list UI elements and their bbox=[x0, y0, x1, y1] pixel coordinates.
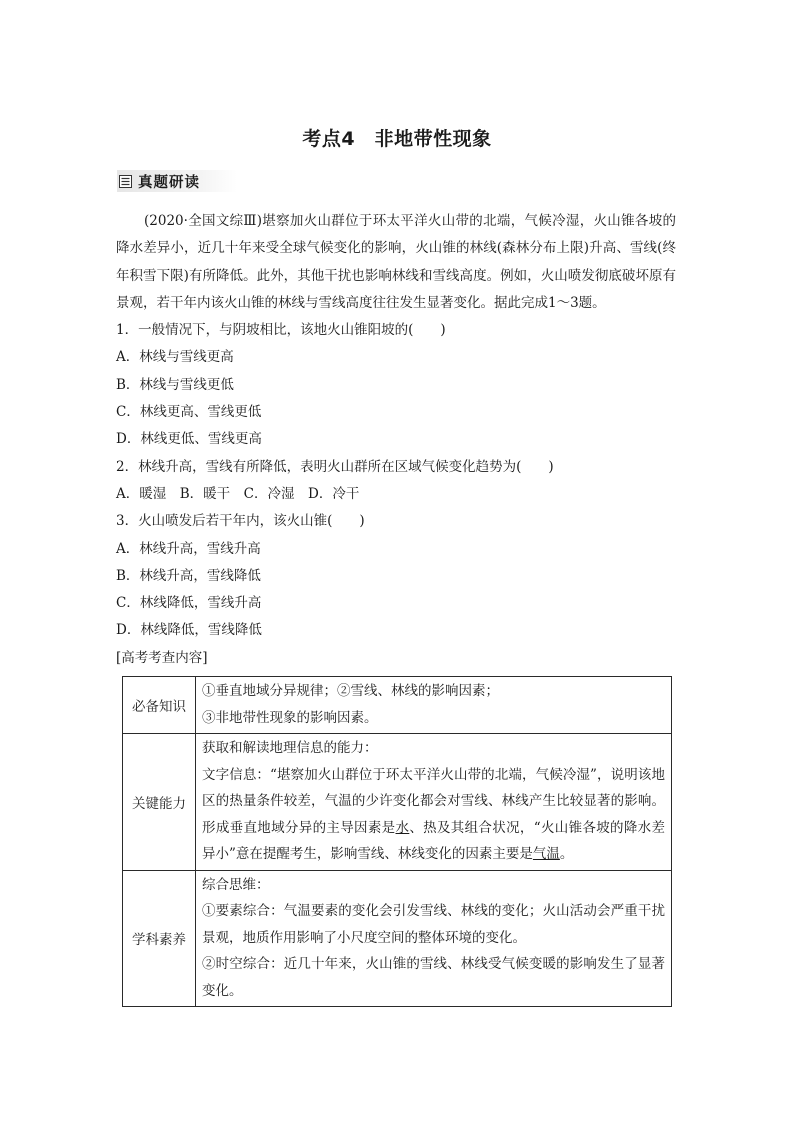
knowledge-line-1: ①垂直地域分异规律；②雪线、林线的影响因素； bbox=[202, 683, 499, 699]
table-row-ability bbox=[123, 734, 672, 871]
question-3-option-b: B．林线升高，雪线降低 bbox=[116, 567, 261, 584]
question-1-option-a: A．林线与雪线更高 bbox=[116, 349, 234, 366]
question-content bbox=[116, 208, 676, 672]
question-2-options: A．暖湿 B．暖干 C．冷湿 D．冷干 bbox=[116, 485, 360, 502]
document-lines-icon bbox=[119, 175, 132, 188]
ability-text-b: 、热及其组合状况，“火山锥各坡的降水差异小”意在提醒考生，影响雪线、林线变化的因素主要是 bbox=[202, 819, 666, 862]
ability-heading: 获取和解读地理信息的能力： bbox=[202, 740, 378, 756]
question-2-stem: 2．林线升高，雪线有所降低，表明火山群所在区域气候变化趋势为( ) bbox=[116, 458, 554, 475]
ability-text-a: 文字信息：“堪察加火山群位于环太平洋火山带的北端，气候冷湿”，说明该地区的热量条件较差，气温的少许变化都会对雪线、林线产生比较显著的影响。形成垂直地域分异的主导因素是 bbox=[202, 766, 665, 836]
question-1-option-c: C．林线更高、雪线更低 bbox=[116, 404, 262, 421]
row-label-knowledge: 必备知识 bbox=[123, 677, 196, 734]
row-content-ability bbox=[196, 734, 672, 871]
ability-text-end: 。 bbox=[559, 846, 574, 862]
intro-paragraph: (2020·全国文综Ⅲ)堪察加火山群位于环太平洋火山带的北端，气候冷湿，火山锥各坡的降水差异小，近几十年来受全球气候变化的影响，火山锥的林线(森林分布上限)升高、雪线(终年积雪下限)有所降低。此外，其他干扰也影响林线和雪线高度。例如，火山喷发彻底破坏原有景观，若干年内该火山锥的林线与雪线高度往往发生显著变化。据此完成1～3题。 bbox=[116, 213, 676, 311]
page-title: 考点4 非地带性现象 bbox=[302, 128, 492, 150]
literacy-item-1: ①要素综合：气温要素的变化会引发雪线、林线的变化；火山活动会严重干扰景观，地质作用影响了小尺度空间的整体环境的变化。 bbox=[202, 903, 665, 946]
exam-heading: [高考考查内容] bbox=[116, 649, 208, 666]
ability-underline-water: 水 bbox=[395, 819, 410, 836]
question-3-option-a: A．林线升高，雪线升高 bbox=[116, 540, 261, 557]
question-3-option-d: D．林线降低，雪线降低 bbox=[116, 622, 262, 639]
exam-content-table bbox=[122, 676, 672, 1007]
literacy-heading: 综合思维： bbox=[202, 876, 270, 893]
question-3-stem: 3．火山喷发后若干年内，该火山锥( ) bbox=[116, 513, 365, 530]
literacy-item-2: ②时空综合：近几十年来，火山锥的雪线、林线受气候变暖的影响发生了显著变化。 bbox=[202, 956, 665, 999]
question-1-option-d: D．林线更低、雪线更高 bbox=[116, 431, 262, 448]
knowledge-line-2: ③非地带性现象的影响因素。 bbox=[202, 709, 378, 726]
row-content-literacy bbox=[196, 870, 672, 1007]
ability-text bbox=[202, 762, 665, 868]
section-label: 真题研读 bbox=[138, 174, 200, 191]
question-1-option-b: B．林线与雪线更低 bbox=[116, 376, 234, 393]
row-label-literacy: 学科素养 bbox=[123, 870, 196, 1007]
row-label-ability: 关键能力 bbox=[123, 734, 196, 871]
section-tag bbox=[117, 170, 237, 192]
table-row-literacy bbox=[123, 870, 672, 1007]
question-1-stem: 1．一般情况下，与阴坡相比，该地火山锥阳坡的( ) bbox=[116, 322, 446, 339]
question-3-option-c: C．林线降低，雪线升高 bbox=[116, 595, 262, 612]
row-content-knowledge bbox=[196, 677, 672, 734]
table-row-knowledge bbox=[123, 677, 672, 734]
ability-underline-temperature: 气温 bbox=[532, 846, 560, 862]
